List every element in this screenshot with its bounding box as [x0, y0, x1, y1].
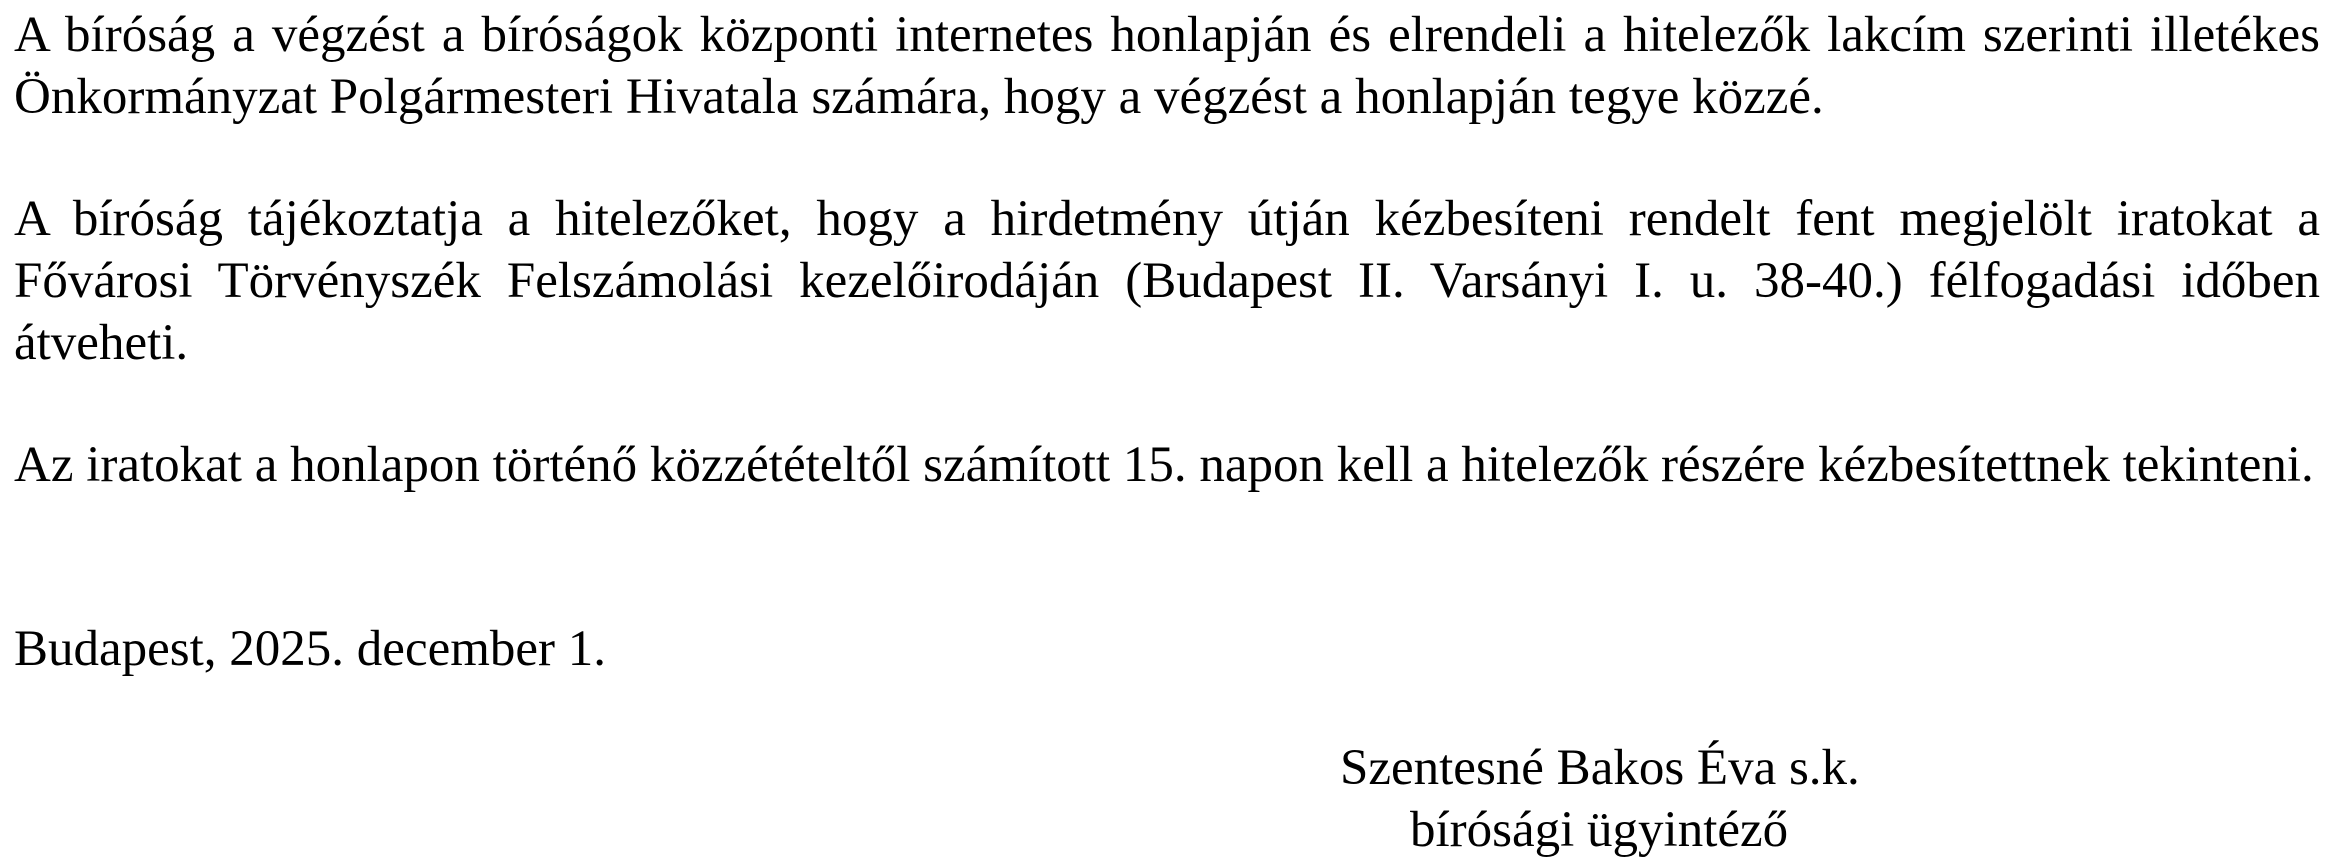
place-and-date: Budapest, 2025. december 1.	[14, 621, 607, 677]
signatory-name: Szentesné Bakos Éva s.k.	[1340, 740, 1860, 796]
signatory-title: bírósági ügyintéző	[1410, 802, 1789, 858]
paragraph-collection-notice: A bíróság tájékoztatja a hitelezőket, hogy a hirdetmény útján kézbesíteni rendelt fent megjelölt iratokat a Fővárosi Törvényszék Felszámolási kezelőirodáján (Budapest II. Varsányi I. u. 38-40.) félfogadási időben átveheti.	[14, 191, 2320, 371]
paragraph-publication-order: A bíróság a végzést a bíróságok központi internetes honlapján és elrendeli a hitelezők lakcím szerinti illetékes Önkormányzat Polgármesteri Hivatala számára, hogy a végzést a honlapján tegye közzé.	[14, 7, 2320, 125]
signature-block	[1340, 737, 1900, 861]
paragraph-delivery-deadline: Az iratokat a honlapon történő közzétételtől számított 15. napon kell a hitelezők részére kézbesítettnek tekinteni.	[14, 437, 2314, 493]
